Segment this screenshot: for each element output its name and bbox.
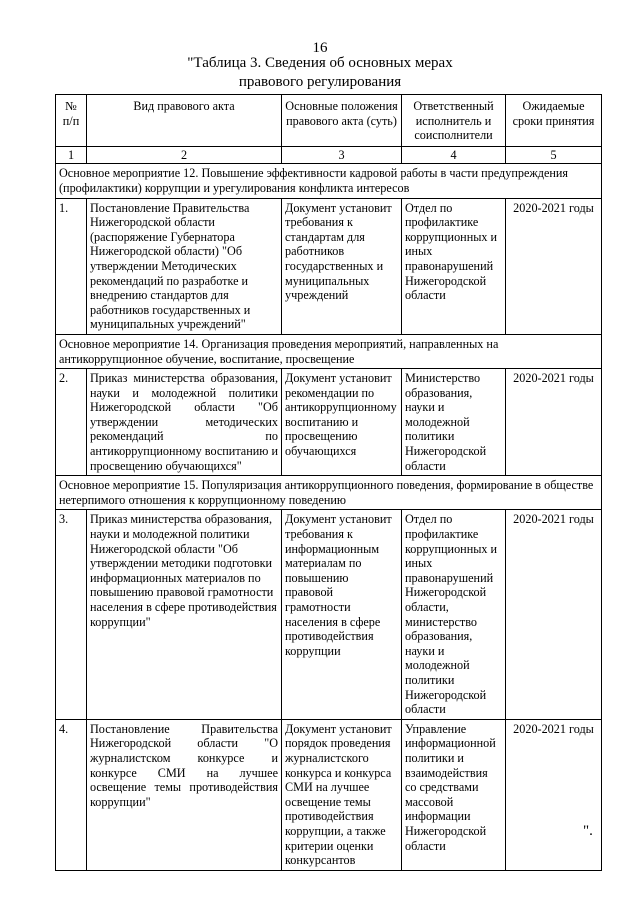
column-number-row [56,146,602,164]
row-deadline: 2020-2021 годы [506,198,602,334]
row-responsible: Отдел по профилактике коррупционных и иных правонарушений Нижегородской области [402,198,506,334]
row-responsible: Управление информационной политики и взаимодействия со средствами массовой информации Нижегородской области [402,719,506,870]
table-row [56,719,602,870]
regulation-table [55,94,602,871]
header-num: № п/п [56,95,87,147]
row-act: Постановление Правительства Нижегородской области (распоряжение Губернатора Нижегородской области) "Об утверждении Методических рекомендаций по разработке и внедрению стандартов для работников государственных и муниципальных учреждений" [87,198,282,334]
row-number: 3. [56,510,87,719]
header-responsible: Ответственный исполнитель и соисполнители [402,95,506,147]
section-row [56,164,602,198]
page-number: 16 [312,40,328,56]
column-number: 2 [87,146,282,164]
column-number: 5 [506,146,602,164]
row-provisions: Документ установит требования к стандартам для работников государственных и муниципальных учреждений [282,198,402,334]
row-number: 2. [56,369,87,476]
header-act: Вид правового акта [87,95,282,147]
row-provisions: Документ установит рекомендации по антикоррупционному воспитанию и просвещению обучающихся [282,369,402,476]
row-responsible: Министерство образования, науки и молодежной политики Нижегородской области [402,369,506,476]
table-row [56,369,602,476]
row-act: Приказ министерства образования, науки и молодежной политики Нижегородской области "Об утверждении методики подготовки информационных материалов по повышению правовой грамотности населения в сфере противодействия коррупции" [87,510,282,719]
row-act: Приказ министерства образования, науки и молодежной политики Нижегородской области "Об утверждении методических рекомендаций по антикоррупционному воспитанию и просвещению обучающихся" [87,369,282,476]
closing-quote: ". [583,823,593,839]
section-14-title: Основное мероприятие 14. Организация проведения мероприятий, направленных на антикоррупционное обучение, воспитание, просвещение [56,334,602,368]
header-deadline: Ожидаемые сроки принятия [506,95,602,147]
column-number: 4 [402,146,506,164]
header-row [56,95,602,147]
section-12-title: Основное мероприятие 12. Повышение эффективности кадровой работы в части предупреждения (профилактики) коррупции и урегулирования конфликта интересов [56,164,602,198]
table-row [56,198,602,334]
title-line-1: "Таблица 3. Сведения об основных мерах [187,55,453,71]
title-line-2: правового регулирования [238,74,402,90]
row-responsible: Отдел по профилактике коррупционных и иных правонарушений Нижегородской области, министерство образования, науки и молодежной политики Нижегородской области [402,510,506,719]
section-15-title: Основное мероприятие 15. Популяризация антикоррупционного поведения, формирование в обществе нетерпимого отношения к коррупционному поведению [56,476,602,510]
row-number: 1. [56,198,87,334]
header-provisions: Основные положения правового акта (суть) [282,95,402,147]
row-provisions: Документ установит требования к информационным материалам по повышению правовой грамотности населения в сфере противодействия коррупции [282,510,402,719]
column-number: 3 [282,146,402,164]
table-row [56,510,602,719]
section-row [56,476,602,510]
table-title [0,54,640,92]
section-row [56,334,602,368]
row-deadline: 2020-2021 годы [506,369,602,476]
row-deadline: 2020-2021 годы [506,719,602,870]
row-deadline: 2020-2021 годы [506,510,602,719]
row-number: 4. [56,719,87,870]
row-act: Постановление Правительства Нижегородской области "О журналистском конкурсе и конкурсе СМИ на лучшее освещение темы противодействия коррупции" [87,719,282,870]
row-provisions: Документ установит порядок проведения журналистского конкурса и конкурса СМИ на лучшее освещение темы противодействия коррупции, а также критерии оценки конкурсантов [282,719,402,870]
column-number: 1 [56,146,87,164]
